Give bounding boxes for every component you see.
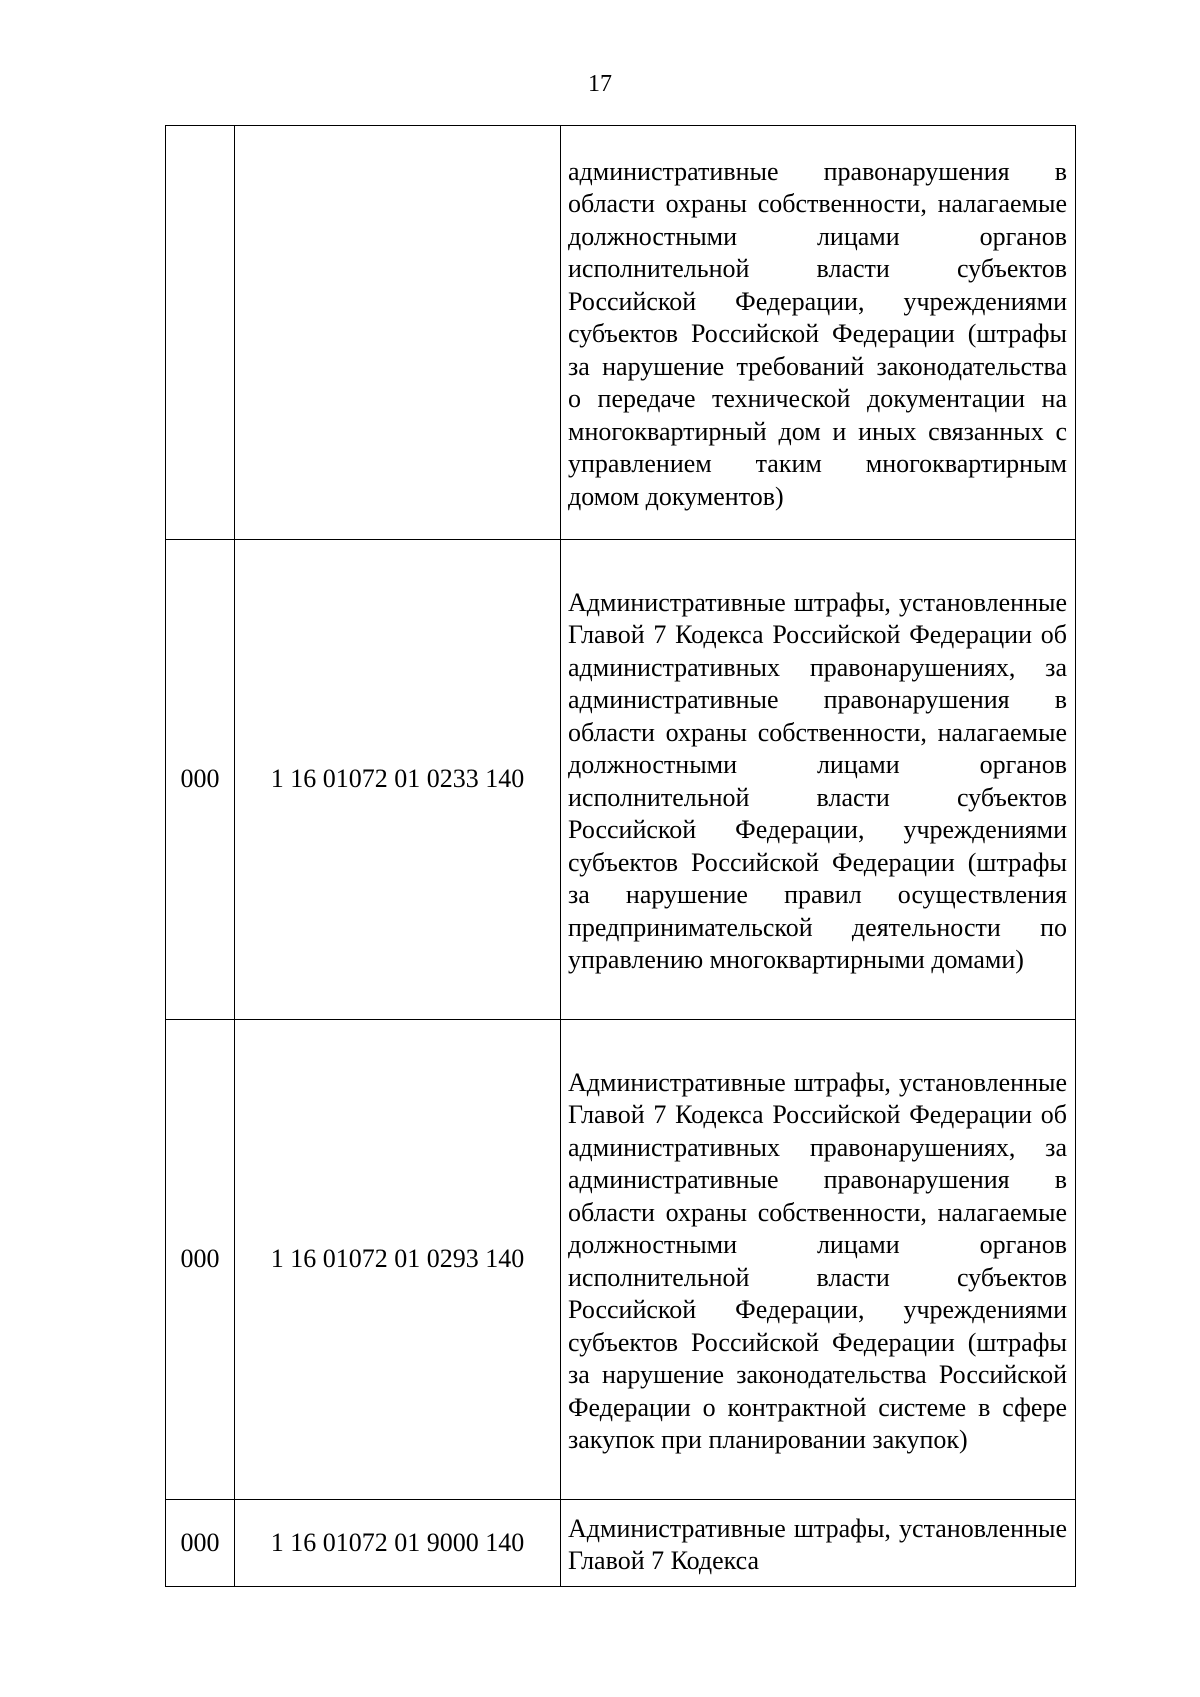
kbk-code-cell	[235, 126, 561, 540]
budget-codes-table	[165, 125, 1076, 1587]
page-number: 17	[588, 71, 612, 97]
description-cell: Административные штрафы, установленные Главой 7 Кодекса Российской Федерации об административных правонарушениях, за административные правонарушения в области охраны собственности, налагаемые должностными лицами органов исполнительной власти субъектов Российской Федерации, учреждениями субъектов Российской Федерации (штрафы за нарушение правил осуществления предпринимательской деятельности по управлению многоквартирными домами)	[561, 540, 1076, 1020]
kbk-code-cell: 1 16 01072 01 9000 140	[235, 1500, 561, 1587]
table-row	[166, 1020, 1076, 1500]
table-row	[166, 540, 1076, 1020]
admin-code-cell: 000	[166, 1500, 235, 1587]
table-row	[166, 1500, 1076, 1587]
description-cell: Административные штрафы, установленные Главой 7 Кодекса Российской Федерации об административных правонарушениях, за административные правонарушения в области охраны собственности, налагаемые должностными лицами органов исполнительной власти субъектов Российской Федерации, учреждениями субъектов Российской Федерации (штрафы за нарушение законодательства Российской Федерации о контрактной системе в сфере закупок при планировании закупок)	[561, 1020, 1076, 1500]
kbk-code-cell: 1 16 01072 01 0233 140	[235, 540, 561, 1020]
description-cell: административные правонарушения в области охраны собственности, налагаемые должностными лицами органов исполнительной власти субъектов Российской Федерации, учреждениями субъектов Российской Федерации (штрафы за нарушение требований законодательства о передаче технической документации на многоквартирный дом и иных связанных с управлением таким многоквартирным домом документов)	[561, 126, 1076, 540]
kbk-code-cell: 1 16 01072 01 0293 140	[235, 1020, 561, 1500]
description-cell: Административные штрафы, установленные Главой 7 Кодекса	[561, 1500, 1076, 1587]
table-row	[166, 126, 1076, 540]
admin-code-cell	[166, 126, 235, 540]
admin-code-cell: 000	[166, 540, 235, 1020]
admin-code-cell: 000	[166, 1020, 235, 1500]
